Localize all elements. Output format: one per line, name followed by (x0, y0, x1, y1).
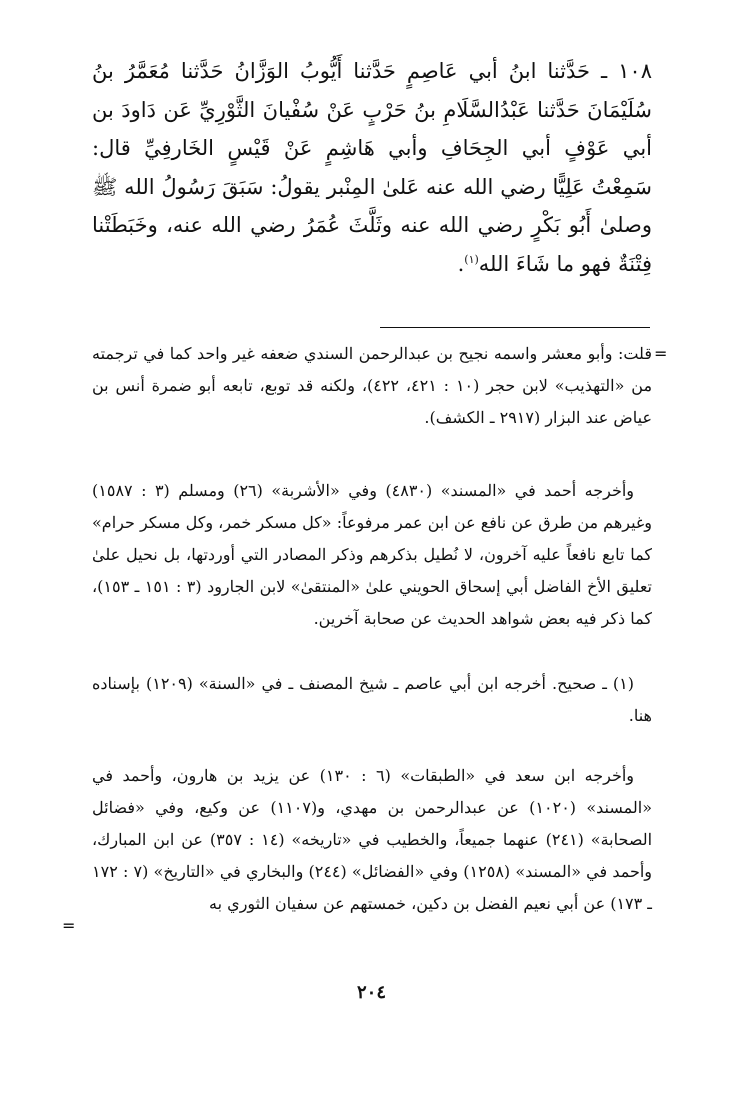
footnote-text-4: وأخرجه ابن سعد في «الطبقات» (٦ : ١٣٠) عن يزيد بن هارون، وأحمد في «المسند» (١٠٢٠) عن عبدالرحمن بن مهدي، و(١١٠٧) عن وكيع، وفي «فضائل الصحابة» (٢٤١) عنهما جميعاً، والخطيب في «تاريخه» (١٤ : ٣٥٧) عن ابن المبارك، وأحمد في «المسند» (١٢٥٨) وفي «الفضائل» (٢٤٤) والبخاري في «التاريخ» (٧ : ١٧٢ ـ ١٧٣) عن أبي نعيم الفضل بن دكين، خمستهم عن سفيان الثوري به (92, 766, 653, 913)
hadith-paragraph: ١٠٨ ـ حَدَّثنا ابنُ أبي عَاصِمٍ حَدَّثنا أَيُّوبُ الوَزَّانُ حَدَّثنا مُعَمَّرُ بنُ سُلَيْمَانَ حَدَّثنا عَبْدُالسَّلَامِ بنُ حَرْبٍ عَنْ سُفْيانَ الثَّوْرِيِّ عَن دَاودَ بن أبي عَوْفٍ أبي الجِحَافِ وأبي هَاشِمٍ عَنْ قَيْسٍ الخَارفِيِّ قال: سَمِعْتُ عَلِيًّا رضي الله عنه عَلىٰ المِنْبر يقولُ: سَبَقَ رَسُولُ الله ﷺ وصلىٰ أَبُو بَكْرٍ رضي الله عنه وثَلَّثَ عُمَرُ رضي الله عنه، وخَبَطَتْنا فِتْنَةٌ فهو ما شَاءَ الله$^{(١)}$. (92, 59, 652, 276)
hadith-body: ـ حَدَّثنا ابنُ أبي عَاصِمٍ حَدَّثنا أَيُّوبُ الوَزَّانُ حَدَّثنا مُعَمَّرُ بنُ سُلَيْمَانَ حَدَّثنا عَبْدُالسَّلَامِ بنُ حَرْبٍ عَنْ سُفْيانَ الثَّوْرِيِّ عَن دَاودَ بن أبي عَوْفٍ أبي الجِحَافِ وأبي هَاشِمٍ عَنْ قَيْسٍ الخَارفِيِّ قال: سَمِعْتُ عَلِيًّا رضي الله عنه عَلىٰ المِنْبر يقولُ: سَبَقَ رَسُولُ الله ﷺ وصلىٰ أَبُو بَكْرٍ رضي الله عنه وثَلَّثَ عُمَرُ رضي الله عنه، وخَبَطَتْنا فِتْنَةٌ فهو ما شَاءَ الله (92, 59, 652, 276)
footnote-paragraph-2 (92, 475, 652, 635)
footnote-paragraph-3 (92, 668, 652, 732)
footnote-paragraph-1 (92, 338, 652, 434)
hadith-number: ١٠٨ (618, 59, 652, 83)
footnote-text-2: وأخرجه أحمد في «المسند» (٤٨٣٠) وفي «الأشربة» (٢٦) ومسلم (٣ : ١٥٨٧) وغيرهم من طرق عن نافع عن ابن عمر مرفوعاً: «كل مسكر خمر، وكل مسكر حرام» كما تابع نافعاً عليه آخرون، لا نُطيل بذكرهم وذكر المصادر التي أوردتها، بل نحيل علىٰ تعليق الأخ الفاضل أبي إسحاق الحويني علىٰ «المنتقىٰ» لابن الجارود (٣ : ١٥١ ـ ١٥٣)، كما ذكر فيه بعض شواهد الحديث عن صحابة آخرين. (92, 481, 653, 628)
main-hadith-text (92, 52, 652, 283)
footnote-divider (380, 327, 650, 328)
footnote-reference: (١) (464, 252, 479, 266)
footnote-text-3: (١) ـ صحيح. أخرجه ابن أبي عاصم ـ شيخ المصنف ـ في «السنة» (١٢٠٩) بإسناده هنا. (92, 674, 652, 725)
footnote-text-1: قلت: وأبو معشر واسمه نجيح بن عبدالرحمن السندي ضعفه غير واحد كما في ترجمته من «التهذيب» لابن حجر (١٠ : ٤٢١، ٤٢٢)، ولكنه قد توبع، تابعه أبو ضمرة أنس بن عياض عند البزار (٢٩١٧ ـ الكشف). (92, 344, 653, 427)
footnote-paragraph-4 (92, 760, 652, 920)
page-number: ٢٠٤ (356, 982, 386, 1003)
continuation-mark-top: = (654, 344, 668, 363)
continuation-mark-bottom: = (62, 916, 76, 935)
